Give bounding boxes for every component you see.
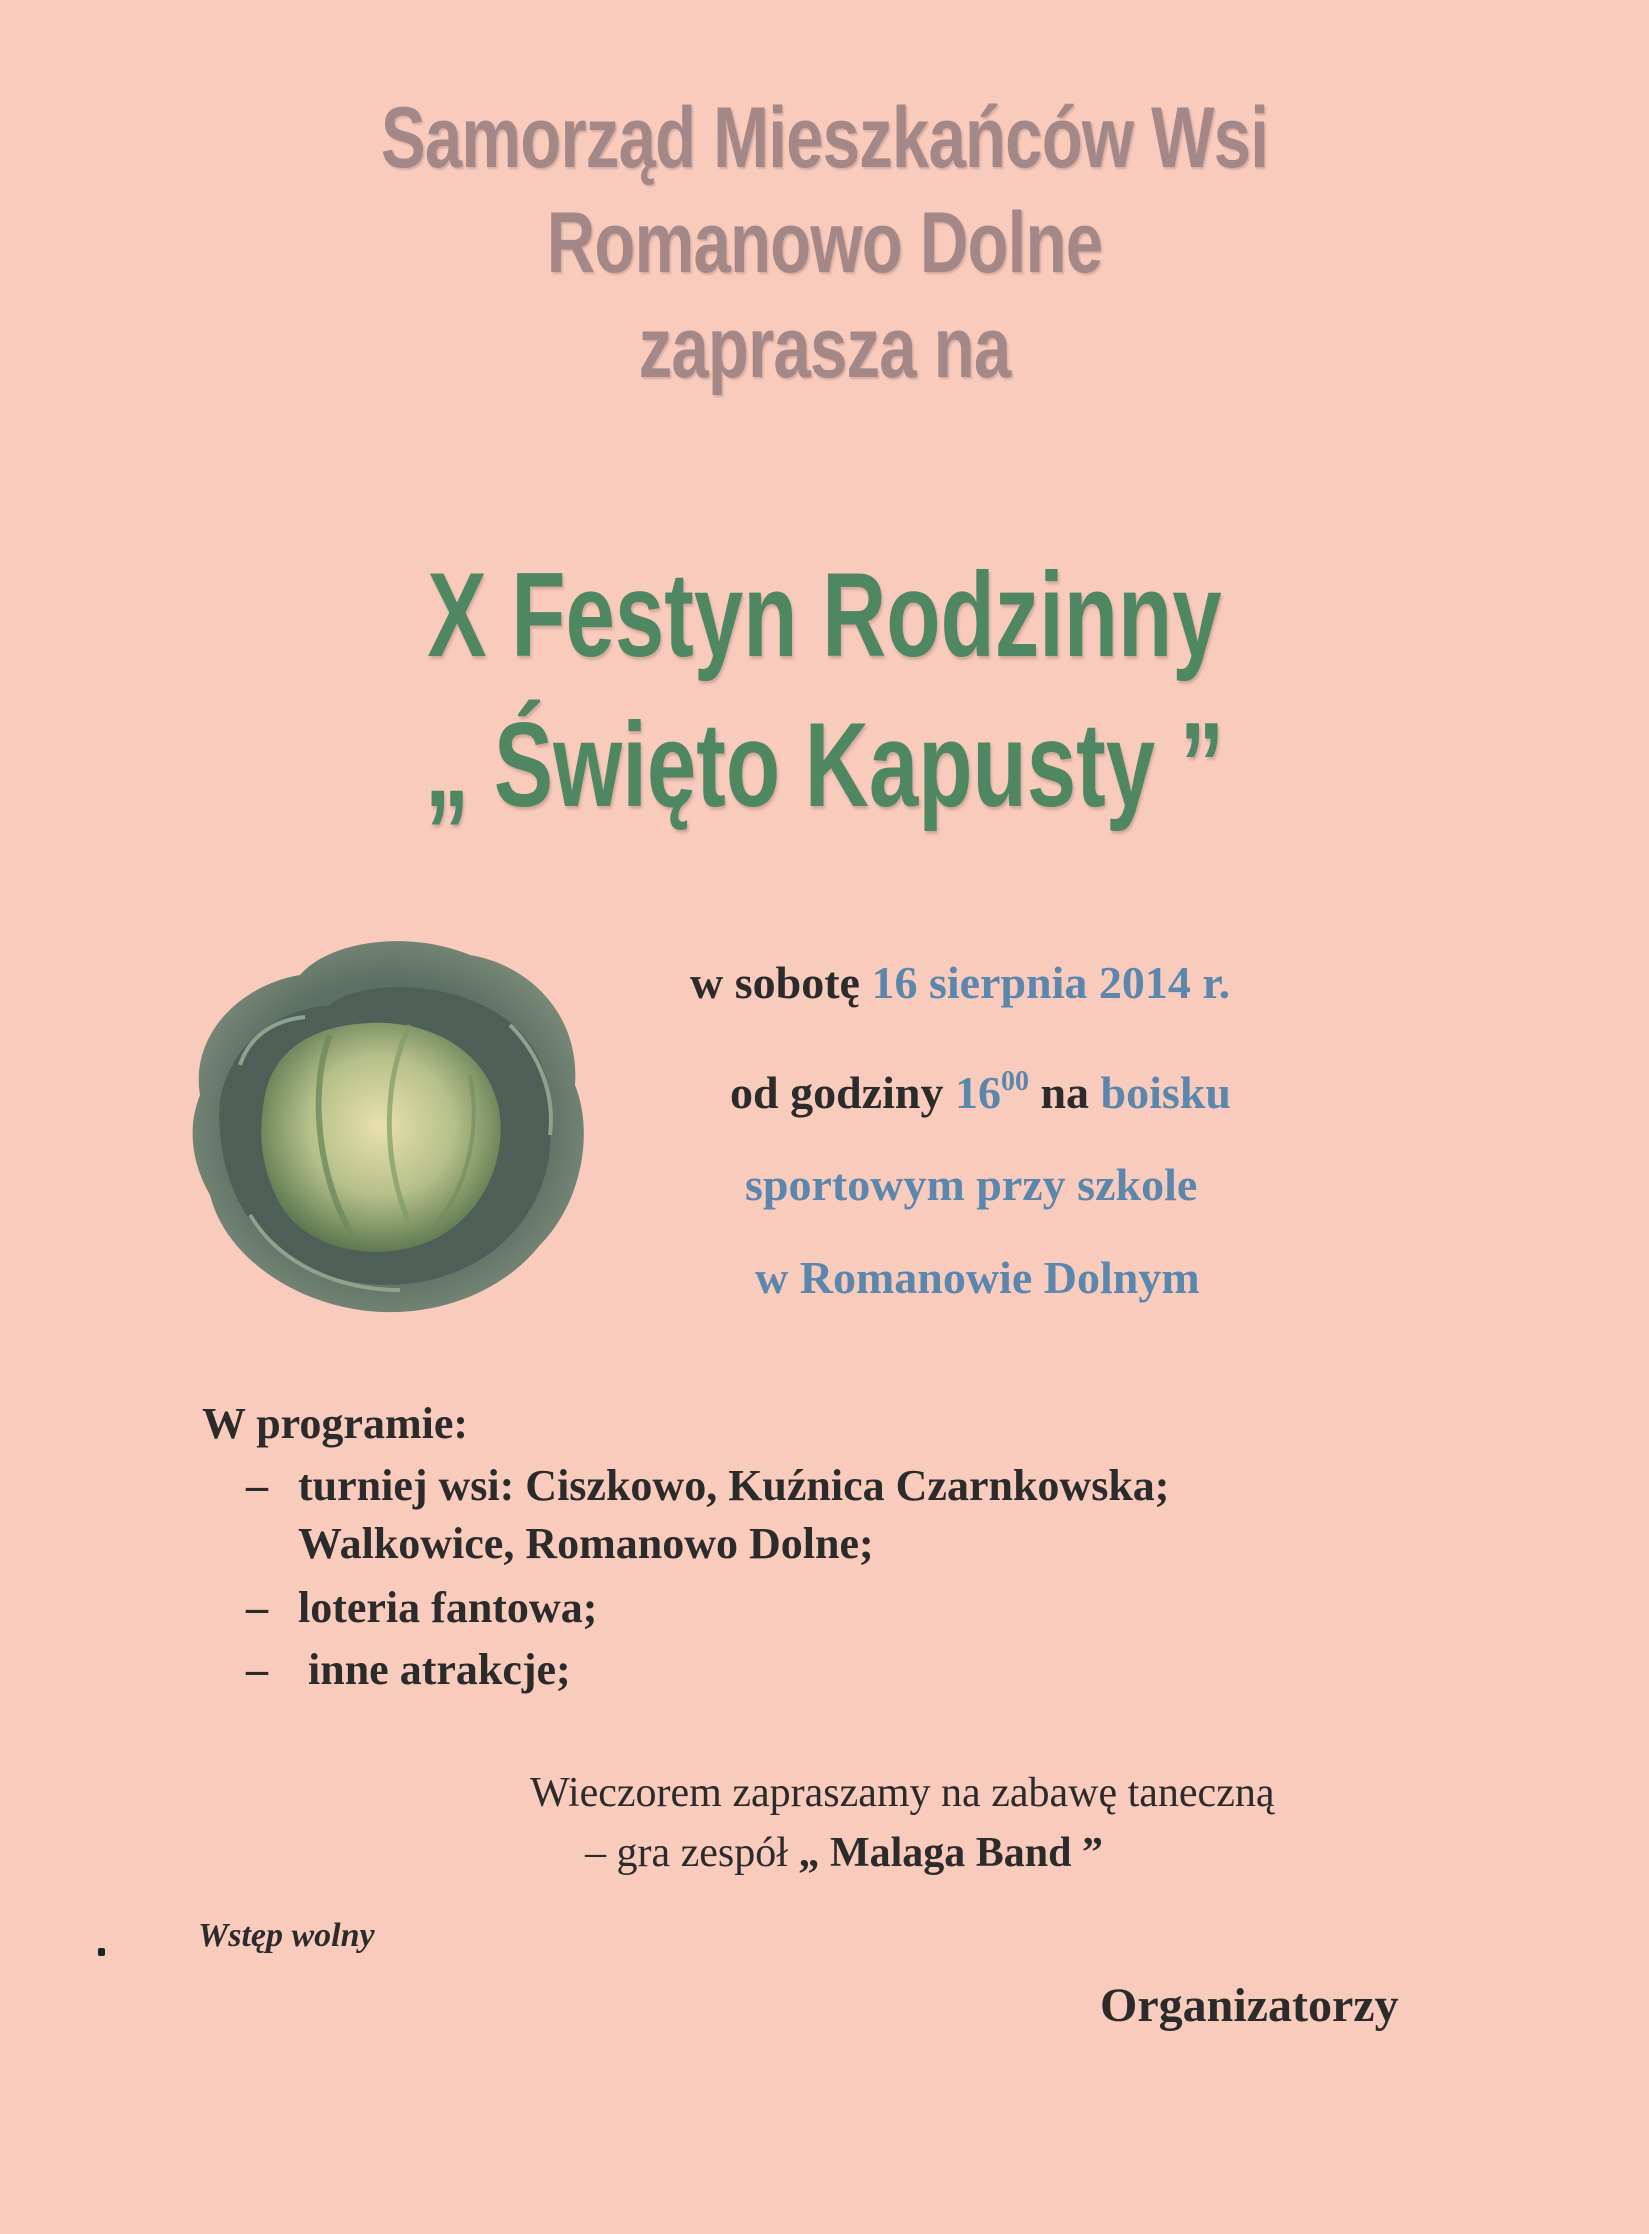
program-heading: W programie: [202, 1399, 468, 1448]
event-minutes: 00 [1000, 1066, 1029, 1097]
free-entry: Wstęp wolny [198, 1917, 375, 1954]
time-prefix: od godziny [730, 1067, 955, 1118]
speck-mark [98, 1948, 105, 1956]
date-prefix: w sobotę [690, 957, 872, 1008]
band-line [585, 1832, 1103, 1874]
header-line-1: Samorząd Mieszkańców Wsi [380, 90, 1269, 186]
event-hour: 16 [954, 1067, 1001, 1118]
event-title: X Festyn Rodzinny [427, 548, 1222, 682]
cabbage-image [180, 925, 600, 1325]
list-dash: – [246, 1461, 268, 1510]
program-item-2: loteria fantowa; [298, 1583, 598, 1632]
program-item-1: turniej wsi: Ciszkowo, Kuźnica Czarnkowska; [298, 1461, 1170, 1510]
event-date: 16 sierpnia 2014 r. [871, 957, 1231, 1008]
list-dash: – [246, 1583, 268, 1632]
place-part-2: sportowym przy szkole [745, 1159, 1198, 1210]
time-line [730, 1068, 1231, 1116]
event-subtitle: „ Święto Kapusty ” [424, 698, 1225, 832]
list-dash: – [246, 1645, 268, 1694]
program-item-1-cont: Walkowice, Romanowo Dolne; [298, 1519, 874, 1568]
place-part-3: w Romanowie Dolnym [755, 1252, 1200, 1303]
time-mid: na [1028, 1067, 1101, 1118]
program-item-3: inne atrakcje; [308, 1645, 571, 1694]
header-line-2: Romanowo Dolne [546, 195, 1103, 291]
band-prefix: – gra zespół [585, 1830, 799, 1876]
band-name: „ Malaga Band ” [798, 1830, 1103, 1876]
date-line [690, 957, 1231, 1008]
evening-invite: Wieczorem zapraszamy na zabawę taneczną [530, 1770, 1275, 1816]
place-line-3 [755, 1252, 1200, 1303]
place-line-2 [745, 1159, 1198, 1210]
place-part-1: boisku [1100, 1067, 1231, 1118]
organizers: Organizatorzy [1100, 1979, 1399, 2032]
header-line-3: zaprasza na [638, 300, 1011, 396]
